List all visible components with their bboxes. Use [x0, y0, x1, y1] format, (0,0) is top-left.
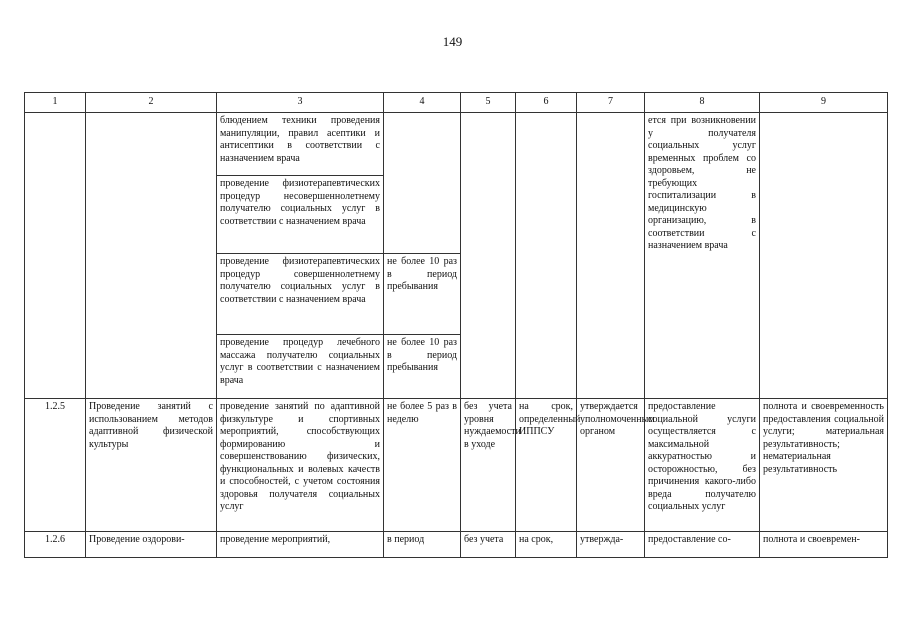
header-cell: 3: [217, 93, 384, 113]
frequency-cell: не более 10 раз в период пребывания: [384, 335, 461, 399]
term-cell: на срок, определенный ИППСУ: [516, 399, 577, 532]
standard-cell: предоставление социальной услуги осуществляется с максимальной аккуратностью и осторожностью, без причинения какого-либо вреда получателю социальных услуг: [645, 399, 760, 532]
procedure-cell: проведение физиотерапевтических процедур несовершеннолетнему получателю социальных услуг в соответствии с назначением врача: [217, 176, 384, 254]
table-row: [25, 532, 888, 558]
procedure-cell: проведение мероприятий,: [217, 532, 384, 558]
procedure-cell: блюдением техники проведения манипуляции, правил асептики и антисептики в соответствии с назначением врача: [217, 113, 384, 176]
evaluation-cell: полнота и своевременность предоставления социальной услуги; материальная результативность; нематериальная результативность: [760, 399, 888, 532]
cell-empty: [516, 113, 577, 399]
service-name: Проведение оздорови-: [86, 532, 217, 558]
cell-empty: [577, 113, 645, 399]
table-row: [25, 399, 888, 532]
services-table: [24, 92, 888, 558]
table-row: [25, 113, 888, 176]
frequency-cell: [384, 113, 461, 254]
standard-cell: предоставление со-: [645, 532, 760, 558]
frequency-cell: не более 5 раз в неделю: [384, 399, 461, 532]
frequency-cell: в период: [384, 532, 461, 558]
evaluation-cell: полнота и своевремен-: [760, 532, 888, 558]
row-number: 1.2.5: [25, 399, 86, 532]
need-cell: без учета уровня нуждаемости в уходе: [461, 399, 516, 532]
header-cell: 6: [516, 93, 577, 113]
header-cell: 8: [645, 93, 760, 113]
cell-empty: [25, 113, 86, 399]
procedure-cell: проведение занятий по адаптивной физкультуре и спортивных мероприятий, способствующих формированию и совершенствованию физических, функциональных и волевых качеств и способностей, с учетом состояния здоровья получателя социальных услуг: [217, 399, 384, 532]
procedure-cell: проведение физиотерапевтических процедур совершеннолетнему получателю социальных услуг в соответствии с назначением врача: [217, 254, 384, 335]
page-number: 149: [442, 34, 463, 49]
need-cell: без учета: [461, 532, 516, 558]
row-number: 1.2.6: [25, 532, 86, 558]
procedure-cell: проведение процедур лечебного массажа получателю социальных услуг в соответствии с назначением врача: [217, 335, 384, 399]
header-cell: 2: [86, 93, 217, 113]
header-cell: 1: [25, 93, 86, 113]
header-cell: 5: [461, 93, 516, 113]
header-cell: 4: [384, 93, 461, 113]
cell-empty: [760, 113, 888, 399]
service-name: Проведение занятий с использованием методов адаптивной физической культуры: [86, 399, 217, 532]
header-cell: 9: [760, 93, 888, 113]
standard-cell: ется при возникновении у получателя социальных услуг временных проблем со здоровьем, не требующих госпитализации в медицинскую организацию, в соответствии с назначением врача: [645, 113, 760, 399]
header-row: [25, 93, 888, 113]
cell-empty: [461, 113, 516, 399]
frequency-cell: не более 10 раз в период пребывания: [384, 254, 461, 335]
approval-cell: утвержда-: [577, 532, 645, 558]
term-cell: на срок,: [516, 532, 577, 558]
approval-cell: утверждается уполномоченным органом: [577, 399, 645, 532]
cell-empty: [86, 113, 217, 399]
header-cell: 7: [577, 93, 645, 113]
